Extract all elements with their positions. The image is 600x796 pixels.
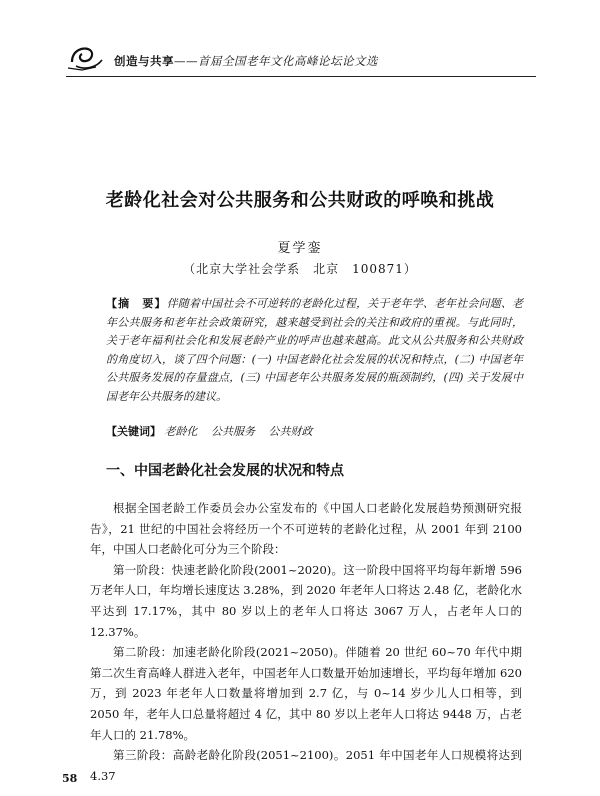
- article-author: 夏学銮: [277, 241, 323, 256]
- abstract: [106, 295, 523, 407]
- header-title: 创造与共享: [114, 54, 174, 68]
- keywords-label: 【关键词】: [106, 425, 161, 438]
- body-paragraph: 根据全国老龄工作委员会办公室发布的《中国人口老龄化发展趋势预测研究报告》，21 世纪的中国社会将经历一个不可逆转的老龄化过程，从 2001 年到 2100 年，中国人口老龄化可分为三个阶段：: [90, 501, 522, 557]
- abstract-text: 伴随着中国社会不可逆转的老龄化过程，关于老年学、老年社会问题、老年公共服务和老年社会政策研究，越来越受到社会的关注和政府的重视。与此同时，关于老年福利社会化和发展老龄产业的呼声也越来越高。此文从公共服务和公共财政的角度切入，谈了四个问题：(一) 中国老龄化社会发展的状况和特点，(二) 中国老年公共服务发展的存量盘点，(三) 中国老年公共服务发展的瓶颈制约，(四) 关于发展中国老年公共服务的建议。: [106, 297, 524, 403]
- book-logo-icon: [66, 40, 108, 72]
- header-text: [114, 53, 378, 69]
- abstract-label: 【摘 要】: [106, 297, 167, 310]
- running-header: [66, 40, 536, 77]
- header-subtitle: 首届全国老年文化高峰论坛论文选: [198, 54, 378, 68]
- body-paragraph: 第二阶段：加速老龄化阶段(2021~2050)。伴随着 20 世纪 60~70 年代中期第二次生育高峰人群进入老年，中国老年人口数量开始加速增长，平均每年增加 620 万，到 2023 年老年人口数量将增加到 2.7 亿，与 0~14 岁少儿人口相等，到 2050 年，老年人口总量将超过 4 亿，其中 80 岁以上老年人口将达 9448 万，占老年人口的 21.78%。: [90, 645, 522, 742]
- keyword-item: 老龄化: [164, 425, 198, 438]
- body-paragraph: 第三阶段：高龄老龄化阶段(2051~2100)。2051 年中国老年人口规模将达到 4.37: [90, 748, 522, 783]
- body-text: [90, 498, 522, 786]
- section-heading: 一、中国老龄化社会发展的状况和特点: [106, 463, 344, 479]
- keyword-item: 公共服务: [211, 425, 255, 438]
- header-separator: ——: [174, 54, 198, 68]
- author-affiliation: （北京大学社会学系 北京 100871）: [183, 262, 417, 276]
- keyword-item: 公共财政: [268, 425, 313, 438]
- article-title: 老龄化社会对公共服务和公共财政的呼唤和挑战: [105, 190, 495, 211]
- keywords: [106, 423, 523, 439]
- page-number: 58: [62, 772, 78, 785]
- body-paragraph: 第一阶段：快速老龄化阶段(2001~2020)。这一阶段中国将平均每年新增 596 万老年人口，年均增长速度达 3.28%，到 2020 年老年人口将达 2.48 亿，老龄化水平达到 17.17%，其中 80 岁以上的老年人口将达 3067 万人，占老年人口的 12.37%。: [90, 562, 522, 639]
